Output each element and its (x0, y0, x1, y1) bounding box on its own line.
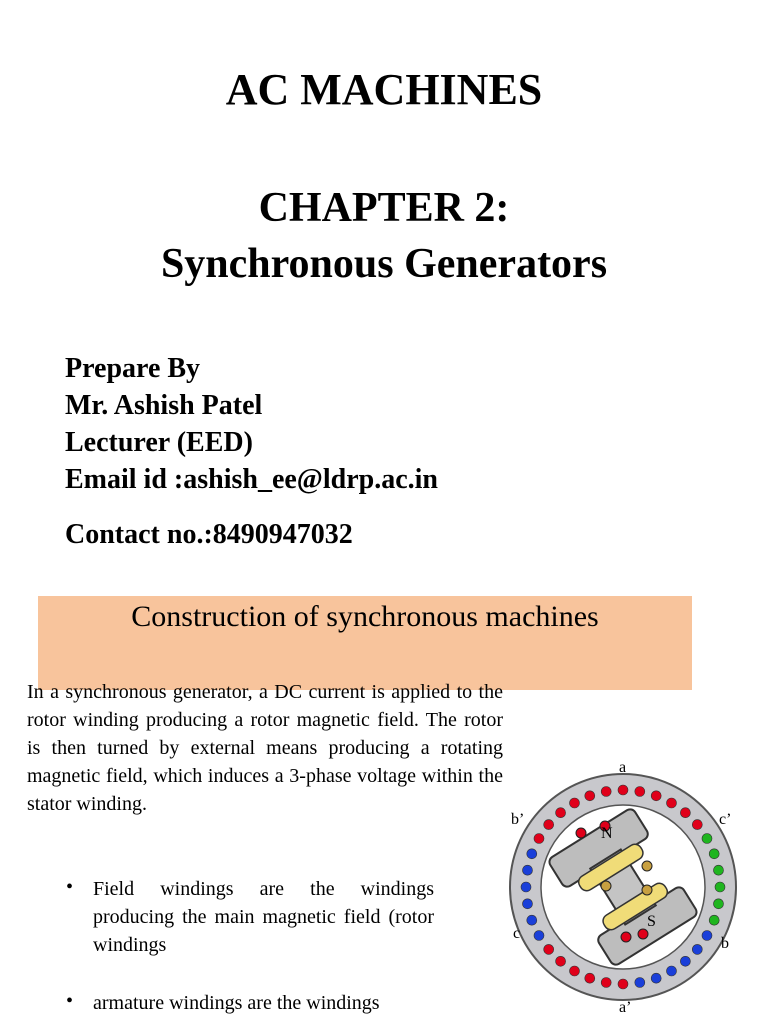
stator-conductor (523, 899, 533, 909)
stator-conductor (527, 849, 537, 859)
stator-conductor (570, 798, 580, 808)
stator-conductor (585, 973, 595, 983)
rotor-conductor (601, 881, 611, 891)
stator-conductor (618, 979, 628, 989)
rotor-conductor (621, 932, 631, 942)
stator-conductor (556, 808, 566, 818)
rotor-conductor (638, 929, 648, 939)
phase-label-b: b (721, 935, 729, 952)
stator-conductor (714, 865, 724, 875)
stator-conductor (601, 787, 611, 797)
stator-conductor (601, 978, 611, 988)
stator-conductor (651, 973, 661, 983)
stator-conductor (635, 978, 645, 988)
bullet-marker: • (66, 990, 74, 1012)
stator-conductor (702, 931, 712, 941)
author-role: Lecturer (EED) (65, 427, 253, 458)
phase-label-a-prime: a’ (619, 999, 632, 1016)
stator-conductor (570, 966, 580, 976)
stator-conductor (709, 915, 719, 925)
stator-conductor (680, 956, 690, 966)
stator-conductor (651, 791, 661, 801)
phase-label-c: c (513, 925, 521, 942)
section-heading: Construction of synchronous machines (131, 600, 599, 633)
author-name: Mr. Ashish Patel (65, 390, 263, 421)
deck-title: AC MACHINES (225, 65, 543, 114)
stator-conductor (715, 882, 725, 892)
stator-conductor (544, 820, 554, 830)
stator-conductor (667, 966, 677, 976)
rotor-conductor (642, 885, 652, 895)
stator-conductor (702, 834, 712, 844)
stator-conductor (714, 899, 724, 909)
stator-conductor (585, 791, 595, 801)
pole-label-north: N (601, 825, 613, 842)
section-banner (38, 596, 692, 690)
stator-conductor (709, 849, 719, 859)
phase-label-c-prime: c’ (719, 811, 732, 828)
section-paragraph: In a synchronous generator, a DC current is applied to the rotor winding producing a rotor magnetic field. The rotor is then turned by external means producing a rotating magnetic field, which induces a 3-phase voltage within the stator winding. (27, 681, 503, 815)
stator-conductor (692, 820, 702, 830)
chapter-title: Synchronous Generators (160, 241, 608, 287)
phase-label-b-prime: b’ (511, 811, 525, 828)
bullet-field-windings: Field windings are the windings producing the main magnetic field (rotor windings (93, 878, 434, 956)
stator-conductor (618, 785, 628, 795)
stator-conductor (521, 882, 531, 892)
stator-conductor (556, 956, 566, 966)
author-contact: Contact no.:8490947032 (65, 519, 353, 550)
chapter-label: CHAPTER 2: (258, 185, 510, 231)
stator-conductor (692, 944, 702, 954)
author-email: Email id :ashish_ee@ldrp.ac.in (65, 464, 438, 495)
rotor-conductor (642, 861, 652, 871)
stator-conductor (635, 787, 645, 797)
stator-conductor (544, 944, 554, 954)
bullet-armature-windings: armature windings are the windings (93, 992, 380, 1014)
stator-conductor (680, 808, 690, 818)
stator-conductor (534, 931, 544, 941)
pole-label-south: S (647, 913, 656, 930)
synchronous-machine-diagram (505, 756, 755, 1016)
author-block (65, 350, 438, 498)
stator-conductor (527, 915, 537, 925)
stator-conductor (534, 834, 544, 844)
stator-conductor (667, 798, 677, 808)
phase-label-a: a (619, 759, 627, 776)
bullet-marker: • (66, 876, 74, 898)
stator-conductor (523, 865, 533, 875)
prepared-by-label: Prepare By (65, 353, 201, 384)
rotor-conductor (576, 828, 586, 838)
